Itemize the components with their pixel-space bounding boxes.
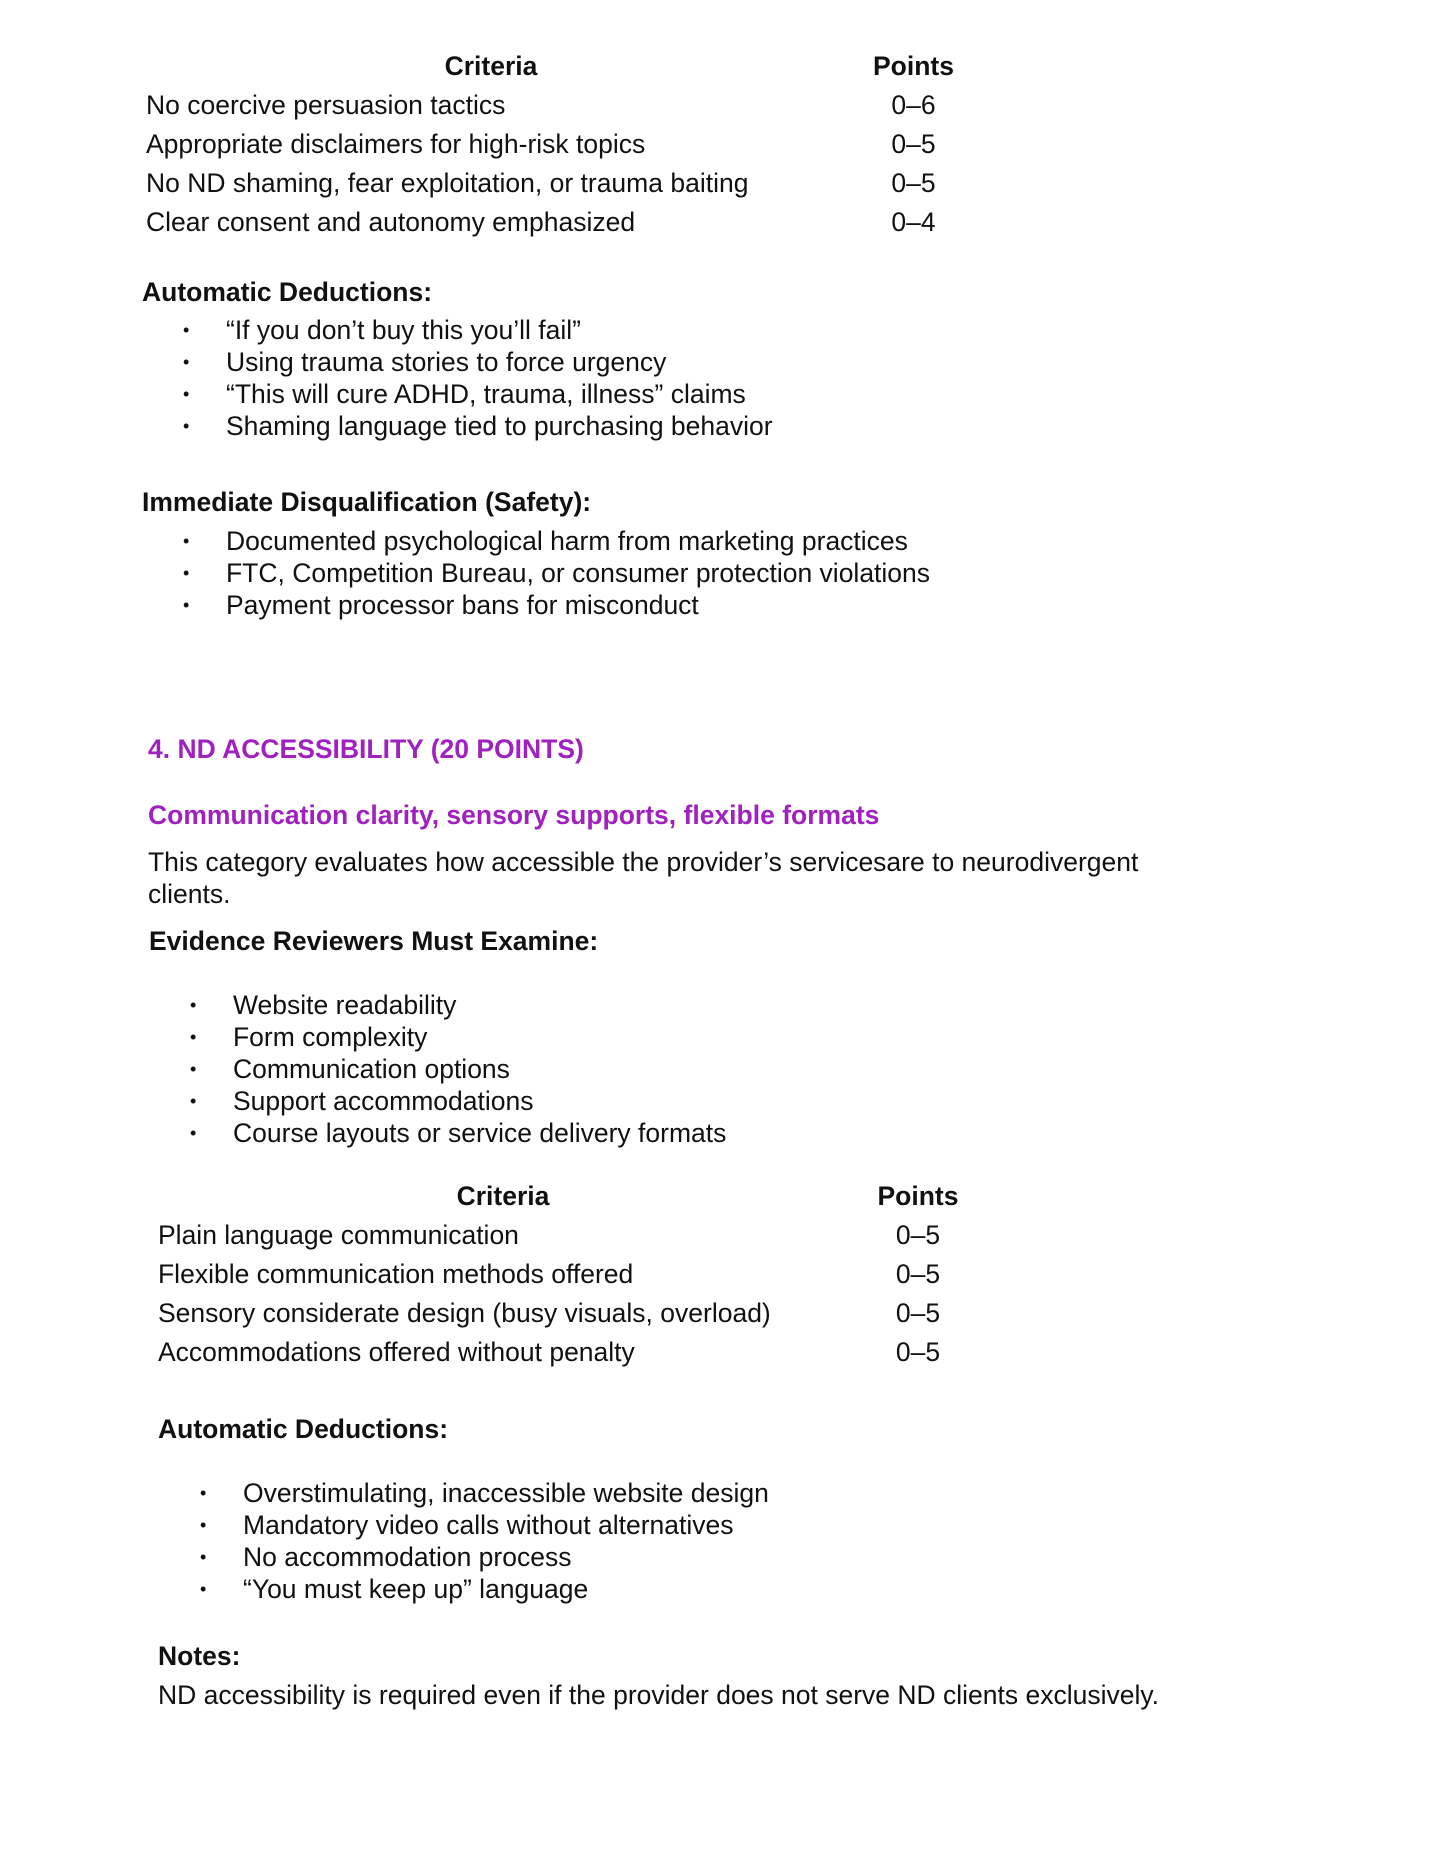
list-item-text: Course layouts or service delivery formats — [233, 1118, 727, 1148]
points-cell: 0–6 — [891, 89, 936, 120]
immediate-disqualification-heading: Immediate Disqualification (Safety): — [142, 487, 592, 517]
list-item-text: “You must keep up” language — [243, 1574, 589, 1604]
criteria-cell: Appropriate disclaimers for high-risk topics — [146, 128, 646, 159]
notes-heading: Notes: — [158, 1641, 241, 1671]
bullet-icon: • — [183, 563, 190, 583]
criteria-cell: No coercive persuasion tactics — [146, 89, 506, 120]
criteria-column-header: Criteria — [444, 50, 538, 81]
points-cell: 0–5 — [891, 167, 936, 198]
notes-text: ND accessibility is required even if the provider does not serve ND clients exclusively. — [158, 1680, 1160, 1710]
section-4-subheading: Communication clarity, sensory supports, flexible formats — [148, 800, 880, 830]
criteria-table-section-4 — [158, 1176, 988, 1371]
table-row — [146, 85, 991, 124]
list-item-text: Documented psychological harm from marketing practices — [226, 526, 908, 556]
bullet-icon: • — [183, 320, 190, 340]
table-row — [158, 1254, 988, 1293]
list-item-text: Website readability — [233, 990, 457, 1020]
list-item-text: Mandatory video calls without alternatives — [243, 1510, 734, 1540]
list-item-text: No accommodation process — [243, 1542, 572, 1572]
list-item-text: Support accommodations — [233, 1086, 534, 1116]
bullet-icon: • — [183, 384, 190, 404]
points-cell: 0–5 — [895, 1336, 941, 1367]
criteria-cell: Plain language communication — [158, 1219, 519, 1250]
section-4-intro: This category evaluates how accessible the provider’s servicesare to neurodivergent clients. — [148, 847, 1139, 909]
table-row — [146, 202, 991, 241]
bullet-icon: • — [183, 416, 190, 436]
criteria-table-section-3 — [146, 46, 991, 241]
list-item-text: Form complexity — [233, 1022, 428, 1052]
list-item-text: Overstimulating, inaccessible website design — [243, 1478, 769, 1508]
list-item-text: Payment processor bans for misconduct — [226, 590, 699, 620]
bullet-icon: • — [183, 531, 190, 551]
list-item-text: Communication options — [233, 1054, 510, 1084]
bullet-icon: • — [190, 1059, 197, 1079]
bullet-icon: • — [190, 1027, 197, 1047]
points-cell: 0–4 — [891, 206, 936, 237]
automatic-deductions-heading: Automatic Deductions: — [142, 277, 433, 307]
section-4-heading: 4. ND ACCESSIBILITY (20 POINTS) — [148, 734, 584, 764]
criteria-cell: Clear consent and autonomy emphasized — [146, 206, 636, 237]
list-item-text: “If you don’t buy this you’ll fail” — [226, 315, 581, 345]
table-row — [158, 1332, 988, 1371]
list-item-text: “This will cure ADHD, trauma, illness” claims — [226, 379, 746, 409]
bullet-icon: • — [200, 1515, 207, 1535]
bullet-icon: • — [200, 1547, 207, 1567]
criteria-cell: Sensory considerate design (busy visuals, overload) — [158, 1297, 771, 1328]
bullet-icon: • — [190, 1123, 197, 1143]
bullet-icon: • — [200, 1483, 207, 1503]
list-item-text: Shaming language tied to purchasing behavior — [226, 411, 773, 441]
automatic-deductions-heading: Automatic Deductions: — [158, 1414, 449, 1444]
bullet-icon: • — [190, 1091, 197, 1111]
table-row — [158, 1215, 988, 1254]
table-row — [158, 1293, 988, 1332]
table-header-row — [146, 46, 991, 85]
bullet-icon: • — [190, 995, 197, 1015]
points-cell: 0–5 — [895, 1258, 941, 1289]
points-cell: 0–5 — [895, 1219, 941, 1250]
points-cell: 0–5 — [891, 128, 936, 159]
criteria-cell: Accommodations offered without penalty — [158, 1336, 635, 1367]
list-item-text: FTC, Competition Bureau, or consumer protection violations — [226, 558, 931, 588]
points-cell: 0–5 — [895, 1297, 941, 1328]
criteria-column-header: Criteria — [456, 1180, 550, 1211]
table-row — [146, 124, 991, 163]
table-header-row — [158, 1176, 988, 1215]
criteria-cell: No ND shaming, fear exploitation, or trauma baiting — [146, 167, 749, 198]
criteria-cell: Flexible communication methods offered — [158, 1258, 634, 1289]
table-row — [146, 163, 991, 202]
points-column-header: Points — [873, 50, 954, 81]
bullet-icon: • — [183, 595, 190, 615]
points-column-header: Points — [877, 1180, 959, 1211]
list-item-text: Using trauma stories to force urgency — [226, 347, 667, 377]
bullet-icon: • — [200, 1579, 207, 1599]
evidence-heading: Evidence Reviewers Must Examine: — [149, 926, 599, 956]
bullet-icon: • — [183, 352, 190, 372]
